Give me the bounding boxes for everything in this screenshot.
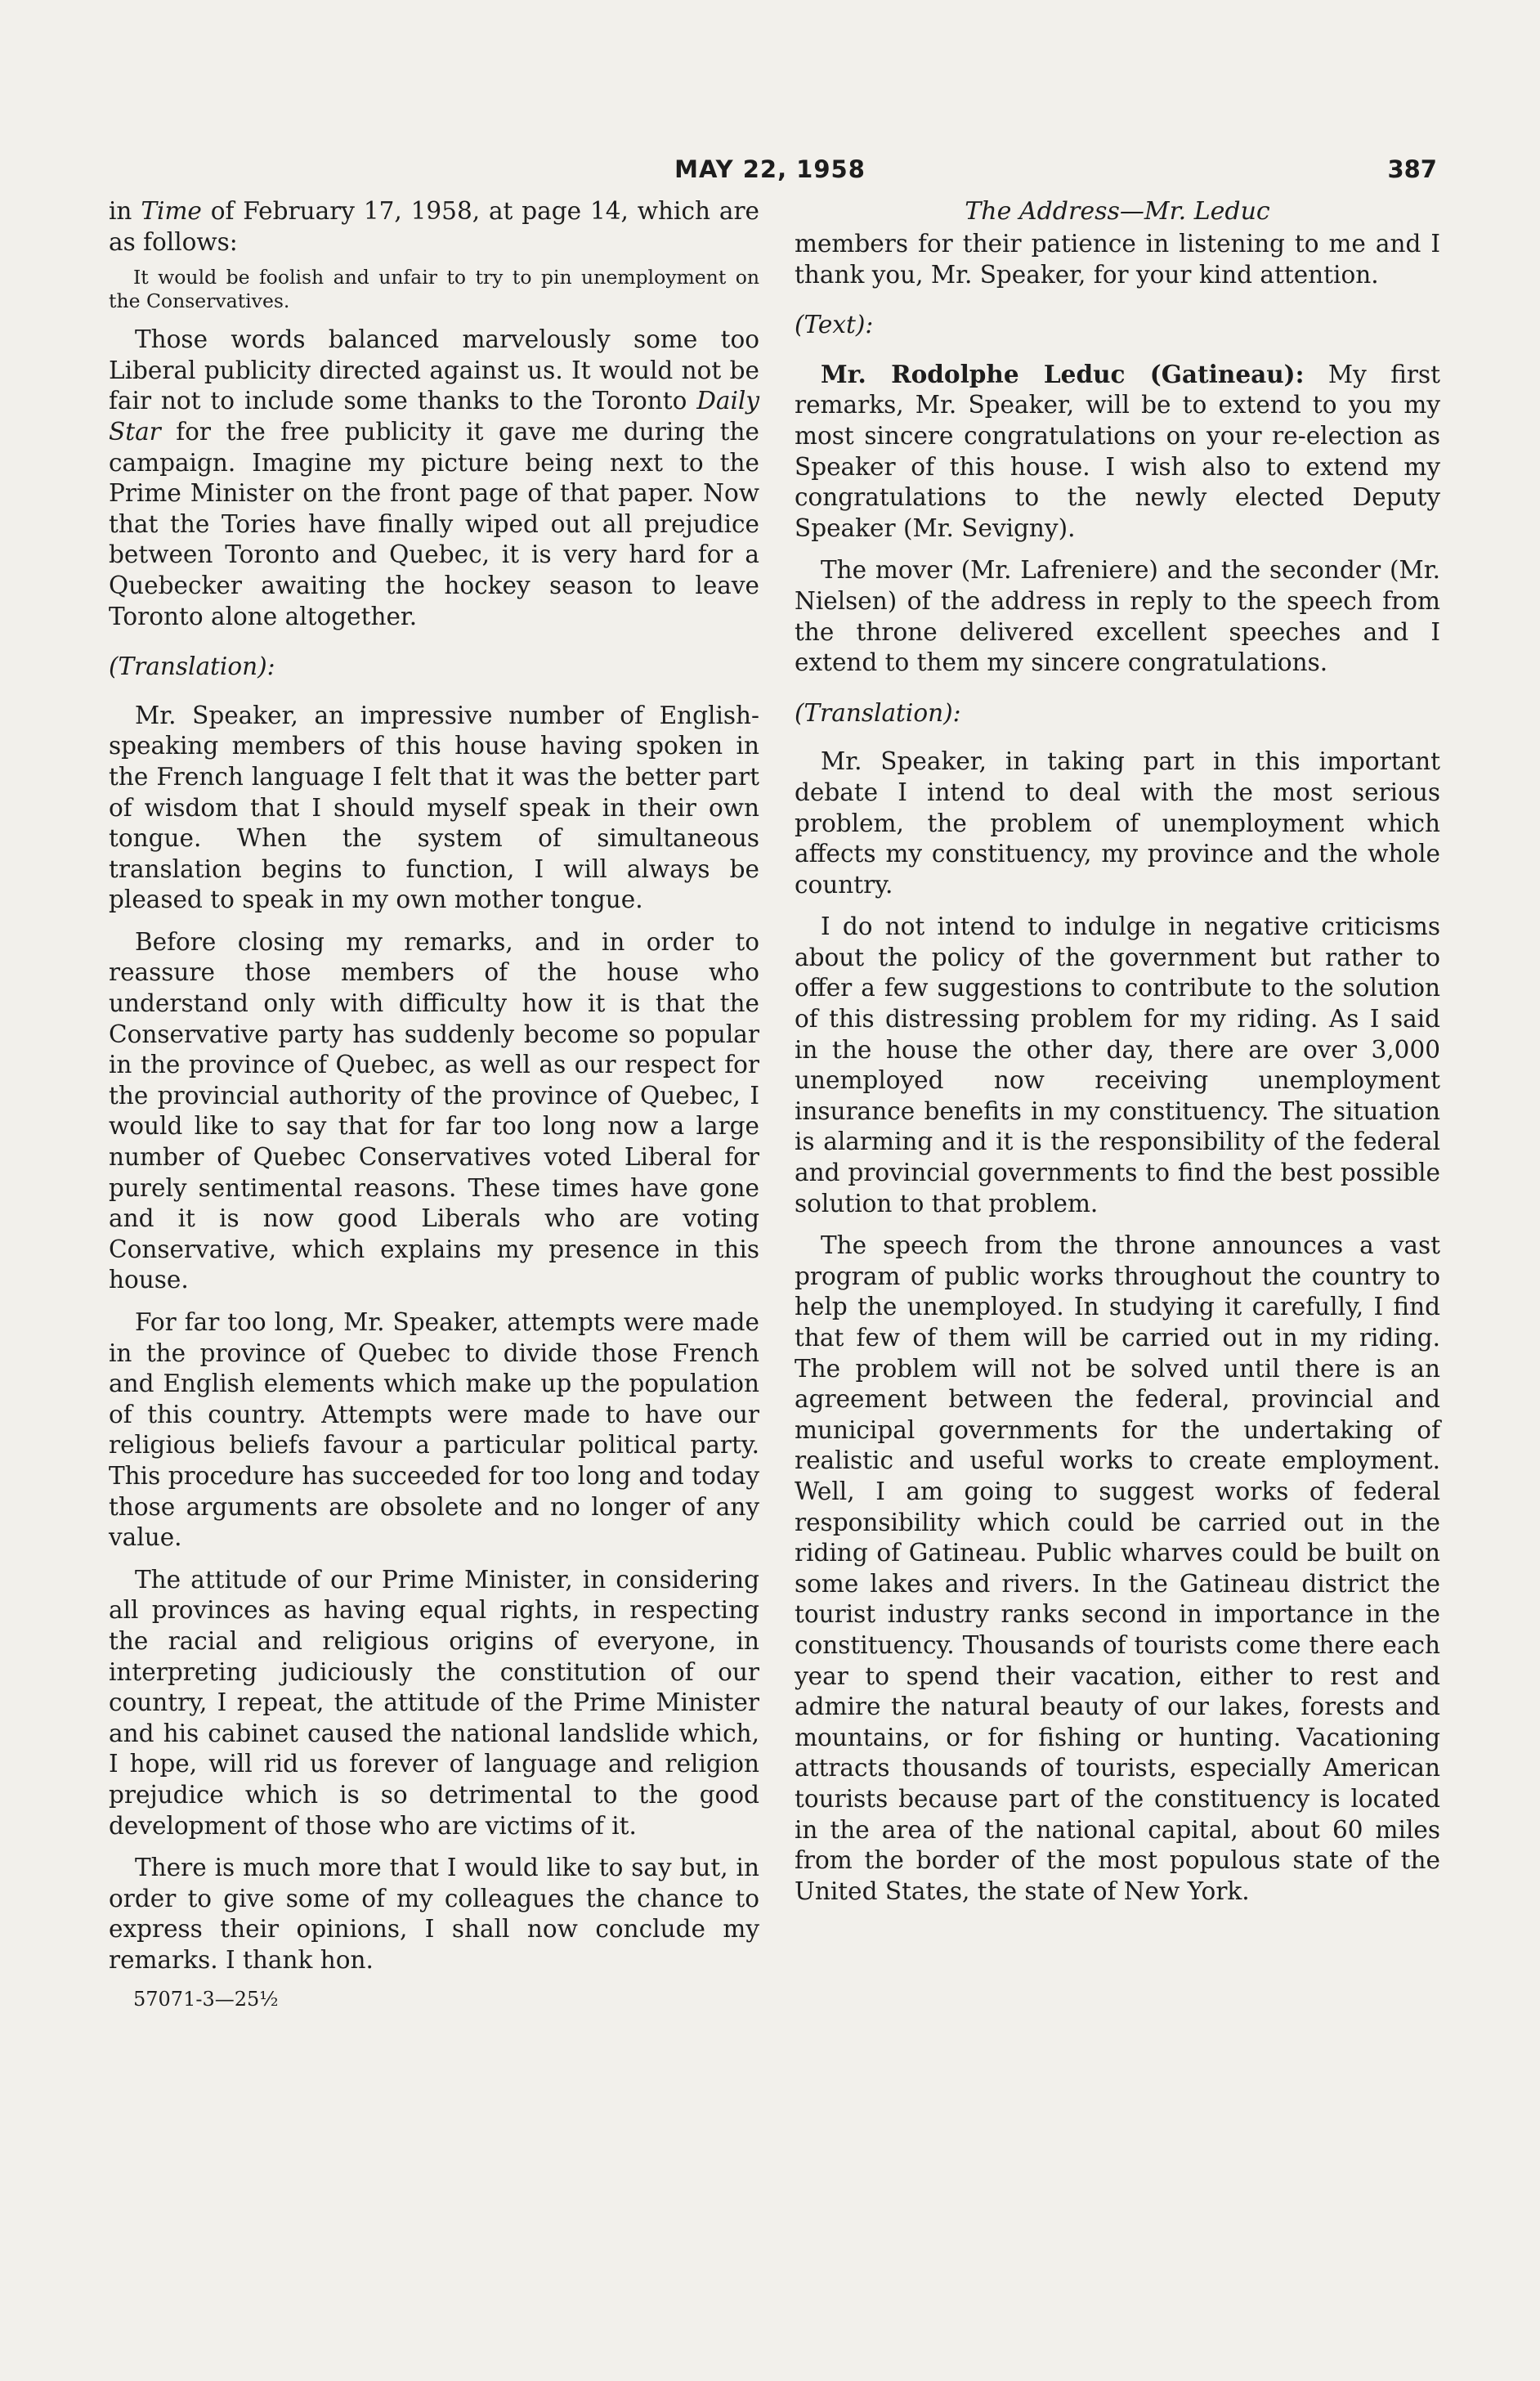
left-paragraph-7: There is much more that I would like to say but, in order to give some of my colleagues the chance to express their opinions, I shall now conclude my remarks. I thank hon. <box>109 1854 759 1974</box>
running-head: The Address—Mr. Leduc <box>965 197 1270 226</box>
right-paragraph-2 <box>795 359 1440 545</box>
right-paragraph-5: I do not intend to indulge in negative criticisms about the policy of the government but rather to offer a few suggestions to contribute to the solution of this distressing problem for my riding. As I said in the house the other day, there are over 3,000 unemployed now receiving unemployment insurance benefits in my constituency. The situation is alarming and it is the responsibility of the federal and provincial governments to find the best possible solution to that problem. <box>795 912 1440 1217</box>
left-paragraph-2 <box>109 325 759 632</box>
publication-title: Time <box>141 197 202 225</box>
left-paragraph-1 <box>109 196 759 258</box>
left-column <box>109 196 759 2011</box>
right-paragraph-3: The mover (Mr. Lafreniere) and the seconder (Mr. Nielsen) of the address in reply to the speech from the throne delivered excellent speeches and I extend to them my sincere congratulations. <box>795 556 1440 677</box>
page-date-header: MAY 22, 1958 <box>674 155 866 183</box>
right-paragraph-1: members for their patience in listening to me and I thank you, Mr. Speaker, for your kind attention. <box>795 230 1440 289</box>
speaker-name: Mr. Rodolphe Leduc (Gatineau): <box>821 359 1305 388</box>
text-run: of February 17, 1958, at page 14, which are as follows: <box>109 197 760 256</box>
text-run: in <box>109 197 141 225</box>
left-paragraph-4: Before closing my remarks, and in order to reassure those members of the house who understand only with difficulty how it is that the Conservative party has suddenly become so popular in the province of Quebec, as well as our respect for the provincial authority of the province of Quebec, I would like to say that for far too long now a large number of Quebec Conservatives voted Liberal for purely sentimental reasons. These times have gone and it is now good Liberals who are voting Conservative, which explains my presence in this house. <box>109 927 759 1294</box>
block-quote: It would be foolish and unfair to try to pin unemployment on the Conservatives. <box>109 266 759 313</box>
left-paragraph-3: Mr. Speaker, an impressive number of English-speaking members of this house having spoken in the French language I felt that it was the better part of wisdom that I should myself speak in their own tongue. When the system of simultaneous translation begins to function, I will always be pleased to speak in my own mother tongue. <box>109 701 759 914</box>
translation-label: (Translation): <box>109 652 275 681</box>
left-paragraph-5: For far too long, Mr. Speaker, attempts were made in the province of Quebec to divide those French and English elements which make up the population of this country. Attempts were made to have our religious beliefs favour a particular political party. This procedure has succeeded for too long and today those arguments are obsolete and no longer of any value. <box>109 1308 759 1552</box>
text-run: My first remarks, Mr. Speaker, will be to extend to you my most sincere congratulations on your re-election as Speaker of this house. I wish also to extend my congratulations to the newly elected Deputy Speaker (Mr. Sevigny). <box>795 360 1440 542</box>
printer-signature-mark: 57071-3—25½ <box>133 1988 279 2011</box>
right-paragraph-4: Mr. Speaker, in taking part in this important debate I intend to deal with the most serious problem, the problem of unemployment which affects my constituency, my province and the whole country. <box>795 747 1440 899</box>
text-run: for the free publicity it gave me during the campaign. Imagine my picture being next to the Prime Minister on the front page of that paper. Now that the Tories have finally wiped out all prejudice between Toronto and Quebec, it is very hard for a Quebecker awaiting the hockey season to leave Toronto alone altogether. <box>109 417 759 630</box>
publication-title: Daily Star <box>109 387 759 446</box>
right-paragraph-6: The speech from the throne announces a vast program of public works throughout the country to help the unemployed. In studying it carefully, I find that few of them will be carried out in my riding. The problem will not be solved until there is an agreement between the federal, provincial and municipal governments for the undertaking of realistic and useful works to create employment. Well, I am going to suggest works of federal responsibility which could be carried out in the riding of Gatineau. Public wharves could be built on some lakes and rivers. In the Gatineau district the tourist industry ranks second in importance in the constituency. Thousands of tourists come there each year to spend their vacation, either to rest and admire the natural beauty of our lakes, forests and mountains, or for fishing or hunting. Vacationing attracts thousands of tourists, especially American tourists because part of the constituency is located in the area of the national capital, about 60 miles from the border of the most populous state of the United States, the state of New York. <box>795 1231 1440 1905</box>
translation-label: (Translation): <box>795 698 961 727</box>
text-run: Those words balanced marvelously some too Liberal publicity directed against us. It would not be fair not to include some thanks to the Toronto <box>109 325 759 415</box>
right-column <box>795 196 1440 1907</box>
page-number: 387 <box>1387 155 1437 183</box>
left-paragraph-6: The attitude of our Prime Minister, in considering all provinces as having equal rights, in respecting the racial and religious origins of everyone, in interpreting judiciously the constitution of our country, I repeat, the attitude of the Prime Minister and his cabinet caused the national landslide which, I hope, will rid us forever of language and religion prejudice which is so detrimental to the good development of those who are victims of it. <box>109 1565 759 1840</box>
text-label: (Text): <box>795 311 874 339</box>
